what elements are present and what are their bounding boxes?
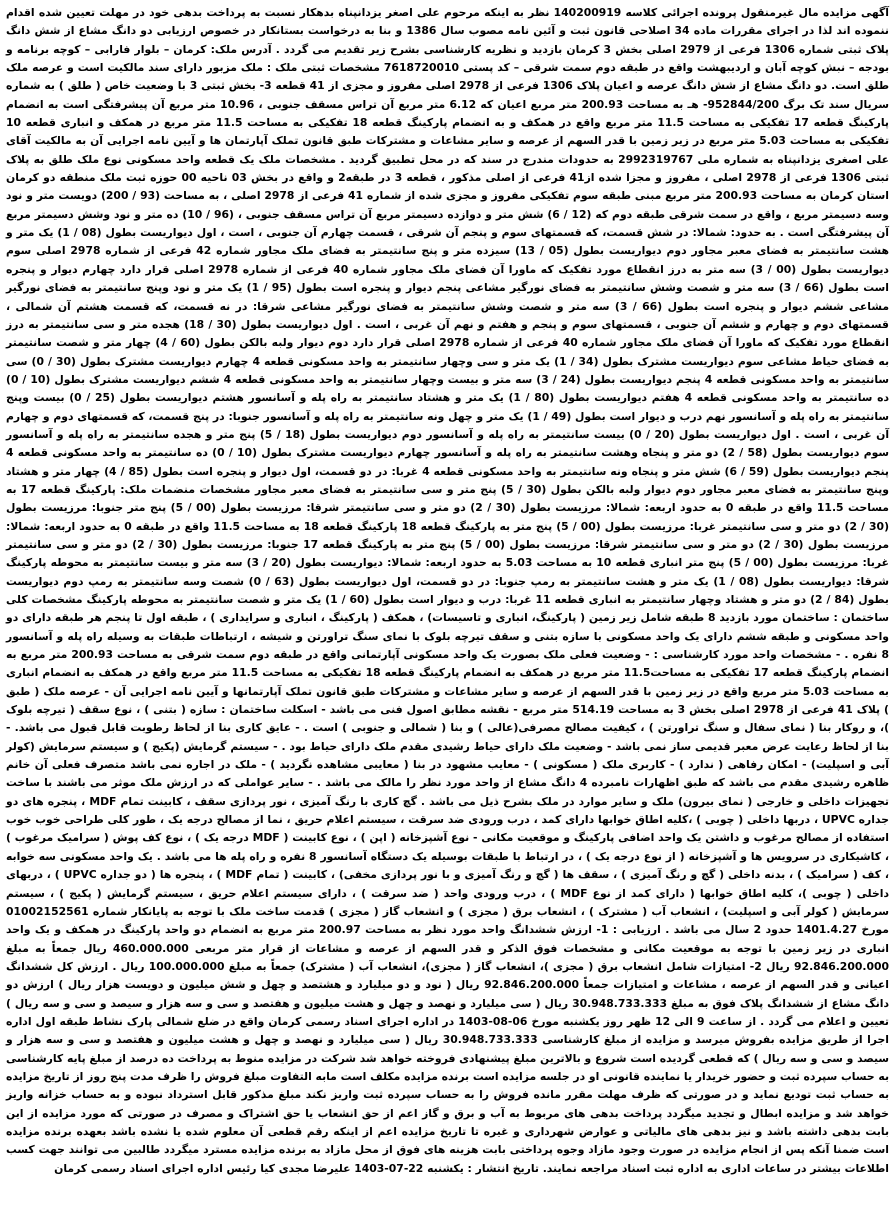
auction-notice-text: آگهی مزایده مال غیرمنقول پرونده اجرائی کلاسه 140200919 نظر به اینکه مرحوم علی اصغر یزدانپناه بدهکار نسبت به پرداخت بدهی خود در مهلت تعیین شده اقدام ننموده اند لذا در اجرای مقررات ماده 34 اصلاحی قانون ثبت و آئین نامه مصوب سال 1386 و بنا به درخواست بستانکار در خصوص ارزیابی دو دانگ مشاع از شش دانگ پلاک ثبتی شماره 1306 فرعی از 2979 اصلی بخش 3 کرمان بازدید و نظریه کارشناسی بشرح زیر تقدیم می گردد . آدرس ملک: کرمان – بلوار فارابی – کوچه برنامه و بودجه – نبش کوچه آبان و اردیبهشت واقع در طبقه دوم سمت شرقی – کد پستی 7618720010 مشخصات ثبتی ملک : ملک مزبور دارای سند مالکیت است و عرصه ملک طلق است. دو دانگ مشاع از شش دانگ عرصه و اعیان پلاک 1306 فرعی از 2978 اصلی مفروز و مجزی از 41 قطعه 3- بخش ثبتی 3 با وضعیت خاص ( طلق ) به شماره سریال سند تک برگ 952844/200- هـ به مساحت 200.93 متر مربع اعیان که 6.12 متر مربع آن تراس مسقف جنوبی ، 10.96 متر مربع آن پیشرفتگی است به انضمام پارکینگ قطعه 17 تفکیکی به مساحت 11.5 متر مربع واقع در همکف و به انضمام پارکینگ قطعه 18 تفکیکی به مساحت 11.5 متر مربع در همکف و انباری قطعه 10 تفکیکی به مساحت 5.03 متر مربع در زیر زمین با قدر السهم از عرصه و سایر مشاعات و مشترکات طبق قانون تملک آپارتمان ها و آیین نامه اجرایی آن به مالکیت آقای علی اصغری یزدانپناه به شماره ملی 2992319767 به حدودات مندرج در سند که در محل تطبیق گردید . مشخصات ملک یک قطعه واحد مسکونی نوع ملک طلق به پلاک ثبتی 1306 فرعی از 2978 اصلی ، مفروز و مجزا شده از41 فرعی از اصلی مذکور ، قطعه 3 در طبقه2 و واقع در بخش 03 ناحیه 00 حوزه ثبت ملک منطقه دو کرمان استان کرمان به مساحت 200.93 متر مربع مبنی طبقه سوم تفکیکی مفروز و مجزی شده از شماره 41 فرعی از 2978 اصلی ، به مساحت (93 / 200) دویست متر و نود وسه دسیمتر مربع ، واقع در سمت شرقی طبقه دوم که (12 / 6) شش متر و دوازده دسیمتر مربع آن تراس مسقف جنوبی ، (96 / 10) ده متر و نود وشش دسیمتر مربع آن پیشرفتگی است . به حدود: شمالا: در شش قسمت، که قسمتهای سوم و پنجم آن شرقی ، قسمت چهارم آن جنوبی ، است ، اول دیواریست بطول (08 / 1) یک متر و هشت سانتیمتر به فضای معبر مجاور دوم دیواریست بطول (05 / 13) سیزده متر و پنج سانتیمتر به فضای ملک مجاور شماره 42 فرعی از شماره 2978 اصلی سوم دیواریست بطول (00 / 3) سه متر به درز انقطاع مورد تفکیک که ماورا آن فضای ملک مجاور شماره 40 فرعی از شماره 2978 اصلی قرار دارد چهارم دیوار و پنجره است بطول (66 / 3) سه متر و شصت وشش سانتیمتر به فضای نورگیر مشاعی پنجم دیوار و پنجره است بطول (95 / 1) یک متر و نود وپنج سانتیمتر به فضای نورگیر مشاعی ششم دیوار و پنجره است بطول (66 / 3) سه متر و شصت وشش سانتیمتر به فضای نورگیر مشاعی شرقا: در نه قسمت، که قسمت هشتم آن شمالی ، قسمتهای دوم و چهارم و ششم آن جنوبی ، قسمتهای سوم و پنجم و هفتم و نهم آن غربی ، است . اول دیواریست بطول (30 / 18) هجده متر و سی سانتیمتر به درز انقطاع مورد تفکیک که ماورا آن فضای ملک مجاور شماره 40 فرعی از شماره 2978 اصلی قرار دارد دوم دیوار ولبه بالکن بطول (60 / 4) چهار متر و شصت سانتیمتر به فضای حیاط مشاعی سوم دیواریست مشترک بطول (34 / 1) یک متر و سی وچهار سانتیمتر به واحد مسکونی قطعه 4 چهارم دیواریست مشترک بطول (30 / 0) سی سانتیمتر به واحد مسکونی قطعه 4 پنجم دیواریست بطول (24 / 3) سه متر و بیست وچهار سانتیمتر به واحد مسکونی قطعه 4 ششم دیواریست مشترک بطول (10 / 0) ده سانتیمتر به واحد مسکونی قطعه 4 هفتم دیواریست بطول (80 / 1) یک متر و هشتاد سانتیمتر به راه پله و آسانسور هشتم دیواریست بطول (25 / 0) بیست وپنج سانتیمتر به راه پله و آسانسور نهم درب و دیوار است بطول (49 / 1) یک متر و چهل ونه سانتیمتر به راه پله و آسانسور جنوبا: در پنج قسمت، که قسمتهای دوم و چهارم آن غربی ، است . اول دیواریست بطول (20 / 0) بیست سانتیمتر به راه پله و آسانسور دوم دیواریست بطول (18 / 5) پنج متر و هجده سانتیمتر به راه پله و آسانسور سوم دیواریست بطول (58 / 2) دو متر و پنجاه وهشت سانتیمتر به راه پله و آسانسور چهارم دیواریست مشترک بطول (10 / 0) ده سانتیمتر به واحد مسکونی قطعه 4 پنجم دیواریست بطول (59 / 6) شش متر و پنجاه ونه سانتیمتر به واحد مسکونی قطعه 4 غربا: در دو قسمت، اول دیوار و پنجره است بطول (85 / 4) چهار متر و هشتاد وپنج سانتیمتر به فضای معبر مجاور دوم دیوار ولبه بالکن بطول (30 / 5) پنج متر و سی سانتیمتر به فضای معبر مجاور مشخصات منضمات ملک: پارکینگ قطعه 17 به مساحت 11.5 واقع در طبقه 0 به حدود اربعه: شمالا: مرزیست بطول (30 / 2) دو متر و سی سانتیمتر شرقا: مرزیست بطول (00 / 5) پنج متر جنوبا: مرزیست بطول (30 / 2) دو متر و سی سانتیمتر غربا: مرزیست بطول (00 / 5) پنج متر به پارکینگ قطعه 18 پارکینگ قطعه 18 به مساحت 11.5 واقع در طبقه 0 به حدود اربعه: شمالا: مرزیست بطول (30 / 2) دو متر و سی سانتیمتر شرقا: مرزیست بطول (00 / 5) پنج متر به پارکینگ قطعه 17 جنوبا: مرزیست بطول (30 / 2) دو متر و سی سانتیمتر غربا: مرزیست بطول (00 / 5) پنج متر انباری قطعه 10 به مساحت 5.03 به حدود اربعه: شمالا: دیواریست بطول (20 / 3) سه متر و بیست سانتیمتر به محوطه پارکینگ شرقا: دیواریست بطول (08 / 1) یک متر و هشت سانتیمتر به رمپ جنوبا: در دو قسمت، اول دیواریست بطول (63 / 0) شصت وسه سانتیمتر به رمپ دوم دیواریست بطول (84 / 2) دو متر و هشتاد وچهار سانتیمتر به انباری قطعه 11 غربا: درب و دیوار است بطول (60 / 1) یک متر و شصت سانتیمتر به محوطه پارکینگ مشخصات کلی ساختمان : ساختمان مورد بازدید 8 طبقه شامل زیر زمین ( پارکینگ، انباری و تاسیسات) ، همکف ( پارکینگ ، انباری و سرایداری ) ، طبقه اول تا پنجم هر طبقه دارای دو واحد مسکونی و طبقه ششم دارای یک واحد مسکونی با سازه بتنی و سقف تیرچه بلوک با نمای سنگ تراورتن و شیشه ، ارتباطات طبقات به وسیله راه پله و آسانسور 8 نفره . - مشخصات واحد مورد کارشناسی : - وضعیت فعلی ملک بصورت یک واحد مسکونی آپارتمانی واقع در طبقه دوم سمت شرقی به مساحت 200.93 متر مربع به انضمام پارکینگ قطعه 17 تفکیکی به مساحت11.5 متر مربع در همکف به انضمام پارکینگ قطعه 18 تفکیکی به مساحت 11.5 متر مربع واقع در همکف به انضمام انباری به مساحت 5.03 متر مربع واقع در زیر زمین با قدر السهم از عرصه و سایر مشاعات و مشترکات طبق قانون تملک آپارتمانها و آیین نامه اجرایی آن - عرصه ملک ( طبق ) پلاک 41 فرعی از 2978 اصلی بخش 3 به مساحت 514.19 متر مربع - نقشه مطابق اصول فنی می باشد - اسکلت ساختمان : سازه ( بتنی ) ، نوع سقف ( تیرچه بلوک )، و روکار بنا ( نمای سفال و سنگ تراورتن ) ، کیفیت مصالح مصرفی(عالی ) و بنا ( شمالی و جنوبی ) است . - عایق کاری بنا از لحاظ رطوبت قابل قبول می باشد. - بنا از لحاظ رعایت عرض معبر قدیمی ساز نمی باشد - وضعیت ملک دارای حیاط رشیدی مقدم ملک دارای حیاط بود . - سیستم گرمایش (پکیج ) و سیستم سرمایش (کولر آبی و اسپلیت) - امکان رفاهی ( ندارد ) - کاربری ملک ( مسکونی ) - معایب مشهود در بنا ( معایبی مشاهده نگردید ) - ملک در اجاره نمی باشد متصرف فعلی آن خانم ظاهره رشیدی مقدم می باشد که طبق اظهارات نامبرده 4 دانگ مشاع از واحد مورد نظر را مالک می باشد . - سایر عواملی که در ارزش ملک موثر می باشند با ساخت تجهیزات داخلی و خارجی ( نمای بیرون) ملک و سایر موارد در ملک بشرح ذیل می باشد . گچ کاری با رنگ آمیزی ، نور پردازی سقف ، کابینت تمام MDF ، پنجره های دو جداره UPVC ، دربها داخلی ( چوبی ) ،کلیه اطاق خوابها دارای کمد ، درب ورودی ضد سرقت ، سیستم اعلام حریق ، نما از مصالح درجه یک ، طور کلی طراحی خوب خوب استفاده از مصالح مرغوب و داشتن یک واحد اضافی پارکینگ و موقعیت مکانی - نوع آشپزخانه ( اپن ) ، نوع کابینت ( MDF درجه یک ) ، نوع کف پوش ( سرامیک مرغوب ) ، کاشیکاری در سرویس ها و آشپزخانه ( از نوع درجه یک ) ، در ارتباط با طبقات بوسیله یک دستگاه آسانسور 8 نفره و راه پله ها می باشد . یک واحد مسکونی سه خوابه ، کف ( سرامیک ) ، بدنه داخلی ( گچ و رنگ آمیزی ) ، سقف ها ( گچ و رنگ آمیزی و با نور پردازی مخفی) ، کابینت ( تمام MDF ) ، پنجره ها ( دو جداره UPVC ) ، دربهای داخلی ( چوبی )، کلیه اطاق خوابها ( دارای کمد از نوع MDF ) ، درب ورودی واحد ( ضد سرقت ) ، دارای سیستم اعلام حریق ، سیستم گرمایش ( پکیج ) ، سیستم سرمایش ( کولر آبی و اسپلیت) ، انشعاب آب ( مشترک ) ، انشعاب برق ( مجزی ) و انشعاب گاز ( مجزی ) قدمت ساخت ملک با توجه به پایانکار شماره 01002152561 مورخ 1401.4.27 حدود 2 سال می باشد . ارزیابی : 1- ارزش ششدانگ واحد مورد نظر به مساحت 200.97 متر مربع به انضمام دو واحد پارکینگ در همکف و یک واحد انباری در زیر زمین با توجه به موقعیت مکانی و مشخصات فوق الذکر و قدر السهم از عرصه و مشاعات از قرار متر مربعی 460.000.000 ریال جمعاً به مبلغ 92.846.200.000 ریال 2- امتیازات شامل انشعاب برق ( مجزی )، انشعاب گاز ( مجزی)، انشعاب آب ( مشترک) جمعاً به مبلغ 100.000.000 ریال . ارزش کل ششدانگ اعیانی و قدر السهم از عرصه ، مشاعات و امتیازات جمعاً 92.846.200.000 ریال ( نود و دو میلیارد و هشتصد و چهل و شش میلیون و دویست هزار ریال ) ارزش دو دانگ مشاع از ششدانگ پلاک فوق به مبلغ 30.948.733.333 ریال ( سی میلیارد و نهصد و چهل و هشت میلیون و هفتصد و سی و سه هزار و سیصد و سی و سه ریال ) تعیین و اعلام می گردد . از ساعت 9 الی 12 ظهر روز یکشنبه مورخ 06-08-1403 در اداره اجرای اسناد رسمی کرمان واقع در ضلع شمالی پارک نشاط طبقه اول اداره اجرا از طریق مزایده بفروش میرسد و مزایده از مبلغ کارشناسی 30.948.733.333 ریال ( سی میلیارد و نهصد و چهل و هشت میلیون و هفتصد و سی و سه هزار و سیصد و سی و سه ریال ) که قطعی گردیده است شروع و بالاترین مبلغ پیشنهادی فروخته خواهد شد شرکت در مزایده منوط به پرداخت ده درصد از مبلغ پایه کارشناسی به حساب سپرده ثبت و حضور خریدار یا نماینده قانونی او در جلسه مزایده است برنده مزایده مکلف است مابه التفاوت مبلغ فروش را ظرف مدت پنج روز از تاریخ مزایده به حساب ثبت تودیع نماید و در صورتی که ظرف مهلت مقرر مانده فروش را به حساب سپرده ثبت واریز نکند مبلغ مذکور قابل استرداد نبوده و به حساب خزانه واریز خواهد شد و مزایده ابطال و تجدید میگردد پرداخت بدهی های مربوط به آب و برق و گاز اعم از حق انشعاب یا حق اشتراک و مصرف در صورتی که مورد مزایده از این بابت بدهی داشته باشد و نیز بدهی های مالیاتی و عوارض شهرداری و غیره تا تاریخ مزایده اعم از اینکه رقم قطعی آن معلوم شده یا نشده باشد بعهده برنده مزایده است ضمنا آنکه پس از انجام مزایده در صورت وجود مازاد وجوه پرداختی بابت هزینه های فوق از محل مازاد به برنده مزایده مسترد میگردد طالبین می توانند جهت کسب اطلاعات بیشتر در ساعات اداری به اداره ثبت اسناد مراجعه نمایند. تاریخ انتشار : یکشنبه 22-07-1403 علیرضا مجدی کیا رئیس اداره اجرای اسناد رسمی کرمان — [6, 6, 890, 1175]
